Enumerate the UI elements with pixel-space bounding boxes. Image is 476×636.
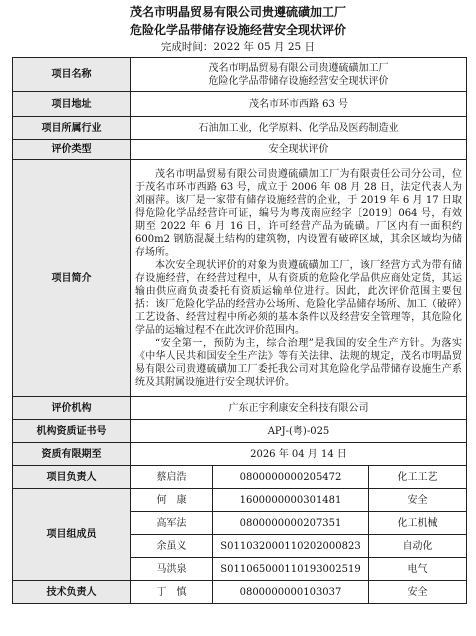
label-project-summary: 项目简介 bbox=[13, 160, 131, 397]
label-project-leader: 项目负责人 bbox=[13, 466, 131, 489]
team-member-row bbox=[13, 489, 467, 512]
row-project-leader bbox=[13, 466, 467, 489]
label-certificate-no: 机构资质证书号 bbox=[13, 420, 131, 443]
document-title-line2: 危险化学品带储存设施经营安全现状评价 bbox=[129, 23, 346, 37]
team-member-cert: S011065000110193002519 bbox=[213, 558, 369, 581]
value-project-name-line1: 茂名市明晶贸易有限公司贵遵硫磺加工厂 bbox=[208, 62, 389, 74]
summary-paragraph-1: 茂名市明晶贸易有限公司贵遵硫磺加工厂为有限责任公司分公司，位于茂名市环市西路 63 号，成立于 2006 年 08 月 28 日，法定代表人为刘丽萍。该厂是一家带有储存设施经营的企业，于 2019 年 6 月 17 日取得危险化学品经营许可证，编号为粤茂南应经字〔2019〕064 号，有效期至 2022 年 6 月 16 日，许可经营产品为硫磺。厂区内有一面积约 600m2 钢筋混凝土结构的建筑物，内设置有破碎区域，其余区域均为储存场所。 bbox=[135, 168, 462, 258]
row-project-summary bbox=[13, 160, 467, 397]
team-member-name: 余虽义 bbox=[131, 535, 213, 558]
label-evaluation-type: 评价类型 bbox=[13, 140, 131, 160]
row-project-name bbox=[13, 58, 467, 92]
team-member-name: 高军法 bbox=[131, 512, 213, 535]
project-leader-cert: 0800000000205472 bbox=[213, 466, 369, 489]
team-member-cert: S011032000110202000823 bbox=[213, 535, 369, 558]
value-evaluation-org: 广东正宇利康安全科技有限公司 bbox=[131, 397, 467, 420]
label-team-members: 项目组成员 bbox=[13, 489, 131, 581]
team-member-cert: 1600000000301481 bbox=[213, 489, 369, 512]
team-member-name: 马洪泉 bbox=[131, 558, 213, 581]
team-member-name: 何 康 bbox=[131, 489, 213, 512]
value-project-address: 茂名市环市西路 63 号 bbox=[131, 92, 467, 117]
summary-paragraph-3: “安全第一，预防为主，综合治理”是我国的安全生产方针。为落实《中华人民共和国安全生产法》等有关法律、法规的规定，茂名市明晶贸易有限公司贵遵硫磺加工厂委托我公司对其危险化学品带储存设施生产系统及其附属设施进行安全现状评价。 bbox=[135, 337, 462, 388]
team-member-specialty: 电气 bbox=[369, 558, 467, 581]
value-project-summary bbox=[131, 160, 467, 397]
row-industry bbox=[13, 117, 467, 140]
label-project-name: 项目名称 bbox=[13, 58, 131, 92]
team-member-specialty: 化工机械 bbox=[369, 512, 467, 535]
value-industry: 石油加工业，化学原料、化学品及医药制造业 bbox=[131, 117, 467, 140]
value-certificate-no: APJ-(粤)-025 bbox=[131, 420, 467, 443]
row-project-address bbox=[13, 92, 467, 117]
value-evaluation-type: 安全现状评价 bbox=[131, 140, 467, 160]
tech-leader-cert: 0800000000103037 bbox=[213, 581, 369, 604]
label-tech-leader: 技术负责人 bbox=[13, 581, 131, 604]
completion-date: 完成时间：2022 年 05 月 25 日 bbox=[160, 41, 316, 53]
tech-leader-name: 丁 慎 bbox=[131, 581, 213, 604]
team-member-specialty: 自动化 bbox=[369, 535, 467, 558]
project-leader-name: 蔡启浩 bbox=[131, 466, 213, 489]
team-member-specialty: 安全 bbox=[369, 489, 467, 512]
tech-leader-specialty: 安全 bbox=[369, 581, 467, 604]
team-member-cert: 0800000000207351 bbox=[213, 512, 369, 535]
label-evaluation-org: 评价机构 bbox=[13, 397, 131, 420]
summary-paragraph-2: 本次安全现状评价的对象为贵遵硫磺加工厂，该厂经营方式为带有储存设施经营，在经营过程中，从有资质的危险化学品供应商处定货，其运输由供应商负责委托有资质运输单位进行。因此，此次评价范围主要包括：该厂危险化学品的经营办公场所、危险化学品储存场所、加工（破碎）工艺设备、经营过程中所必须的基本条件以及经营安全管理等，其危险化学品的运输过程不在此次评价范围内。 bbox=[135, 259, 462, 336]
document-title-line1: 茂名市明晶贸易有限公司贵遵硫磺加工厂 bbox=[129, 5, 346, 19]
row-tech-leader bbox=[13, 581, 467, 604]
row-certificate-no bbox=[13, 420, 467, 443]
label-project-address: 项目地址 bbox=[13, 92, 131, 117]
row-valid-until bbox=[13, 443, 467, 466]
row-evaluation-type bbox=[13, 140, 467, 160]
project-leader-specialty: 化工工艺 bbox=[369, 466, 467, 489]
label-industry: 项目所属行业 bbox=[13, 117, 131, 140]
row-evaluation-org bbox=[13, 397, 467, 420]
label-valid-until: 资质有限期至 bbox=[13, 443, 131, 466]
report-info-table bbox=[12, 57, 467, 604]
value-project-name-line2: 危险化学品带储存设施经营安全现状评价 bbox=[208, 75, 389, 87]
value-project-name bbox=[131, 58, 467, 92]
value-valid-until: 2026 年 04 月 14 日 bbox=[131, 443, 467, 466]
